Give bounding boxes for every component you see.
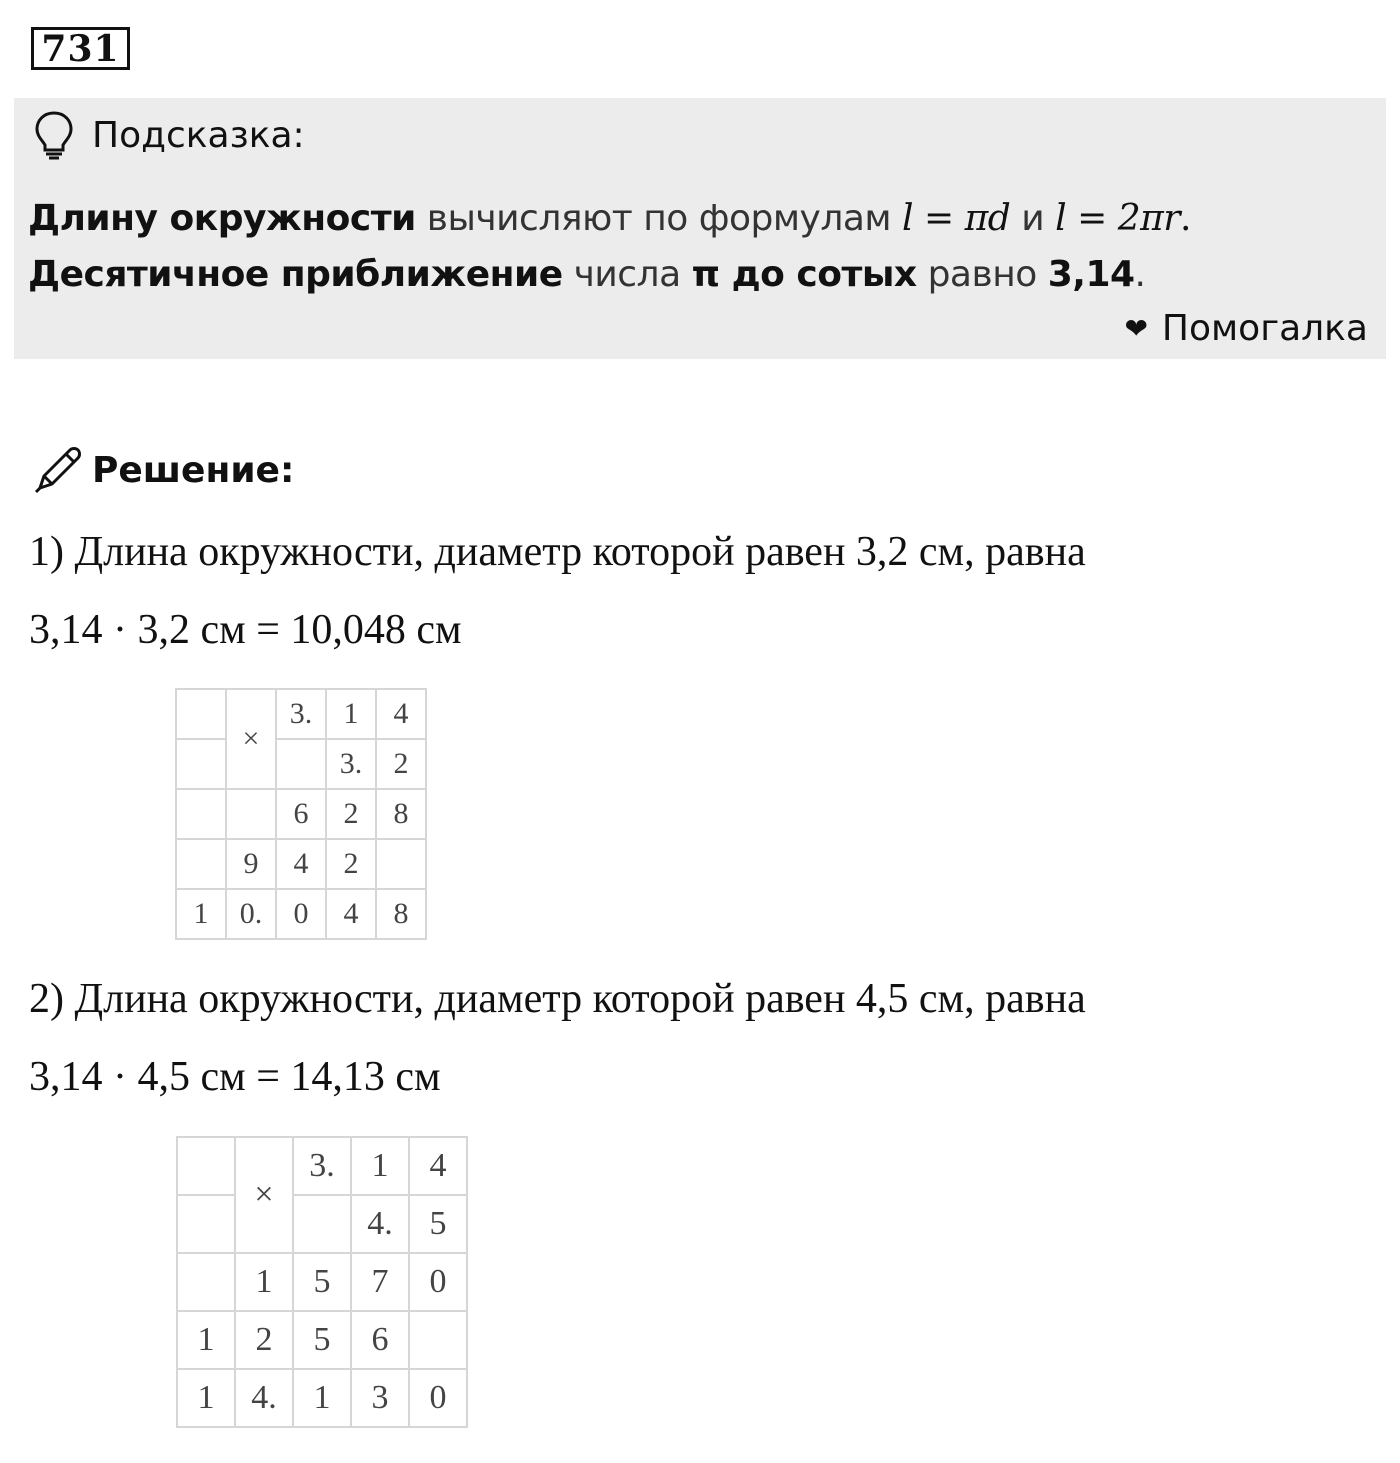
solution-header: [32, 444, 294, 496]
table-cell: 3.: [293, 1137, 351, 1195]
table-row: [177, 1369, 467, 1427]
table-row: [177, 1311, 467, 1369]
multiplication-table-1: [175, 688, 427, 940]
hint-text: вычисляют по формулам: [415, 198, 903, 239]
heart-icon: ❤: [1124, 312, 1148, 345]
table-cell: [276, 739, 326, 789]
table-cell: 5: [409, 1195, 467, 1253]
table-cell: 6: [276, 789, 326, 839]
hint-bold-circumference: Длину окружности: [28, 198, 416, 239]
table-cell: [226, 789, 276, 839]
lightbulb-icon: [34, 110, 74, 160]
equals-sign: =: [1066, 198, 1118, 239]
table-cell: 3: [351, 1369, 409, 1427]
pencil-icon: [32, 444, 84, 496]
table-row: [176, 689, 426, 739]
calc-2-text: 3,14 · 4,5 см = 14,13 см: [29, 1054, 441, 1100]
credit-label: Помогалка: [1161, 308, 1368, 349]
table-cell: [177, 1253, 235, 1311]
hint-conj: и: [1010, 198, 1056, 239]
table-cell: 5: [293, 1253, 351, 1311]
table-cell: 1: [235, 1253, 293, 1311]
formula-1-lhs: l: [902, 198, 914, 239]
table-cell: 2: [326, 789, 376, 839]
hint-period: .: [1179, 198, 1191, 239]
table-cell: 0: [276, 889, 326, 939]
multiplication-table-2: [176, 1136, 468, 1428]
table-row: [177, 1253, 467, 1311]
hint-panel: [14, 98, 1386, 359]
hint-line-1: [28, 198, 1191, 239]
table-cell: 1: [177, 1311, 235, 1369]
table-cell: [376, 839, 426, 889]
hint-bold-pi: π до сотых: [691, 254, 917, 295]
calc-1-text: 3,14 · 3,2 см = 10,048 см: [29, 607, 462, 653]
table-cell: 8: [376, 789, 426, 839]
credit: [1124, 308, 1368, 349]
table-row: [176, 839, 426, 889]
table-cell: [176, 839, 226, 889]
table-cell: 3.: [326, 739, 376, 789]
table-row: [176, 889, 426, 939]
table-cell: 8: [376, 889, 426, 939]
table-row: [177, 1137, 467, 1195]
table-cell: [176, 789, 226, 839]
table-cell: 0: [409, 1369, 467, 1427]
step-2-text: 2) Длина окружности, диаметр которой равен 4,5 см, равна: [29, 976, 1086, 1022]
solution-title: Решение:: [92, 449, 295, 491]
table-cell: 0.: [226, 889, 276, 939]
hint-text: равно: [916, 254, 1048, 295]
table-cell: 4: [326, 889, 376, 939]
table-cell: 4: [276, 839, 326, 889]
table-cell: 2: [376, 739, 426, 789]
formula-2-lhs: l: [1055, 198, 1067, 239]
table-cell: 4: [376, 689, 426, 739]
table-cell: 0: [409, 1253, 467, 1311]
table-cell: 1: [351, 1137, 409, 1195]
table-cell: 4.: [351, 1195, 409, 1253]
formula-1-rhs: πd: [964, 198, 1011, 239]
hint-period: .: [1134, 254, 1146, 295]
equals-sign: =: [913, 198, 965, 239]
table-cell: 1: [176, 889, 226, 939]
table-cell: 2: [235, 1311, 293, 1369]
hint-title: Подсказка:: [92, 114, 305, 156]
table-row: [177, 1195, 467, 1253]
table-cell: [177, 1195, 235, 1253]
table-cell: 9: [226, 839, 276, 889]
table-cell: [293, 1195, 351, 1253]
table-row: [176, 789, 426, 839]
table-cell: ×: [226, 689, 276, 789]
formula-2-rhs: 2πr: [1117, 198, 1180, 239]
table-cell: 6: [351, 1311, 409, 1369]
table-cell: 1: [293, 1369, 351, 1427]
table-cell: ×: [235, 1137, 293, 1253]
hint-bold-decimal: Десятичное приближение: [28, 254, 563, 295]
hint-bold-value: 3,14: [1047, 254, 1135, 295]
table-cell: [177, 1137, 235, 1195]
table-cell: 5: [293, 1311, 351, 1369]
table-cell: 1: [326, 689, 376, 739]
task-number: 731: [31, 27, 130, 70]
table-row: [176, 739, 426, 789]
table-cell: [176, 739, 226, 789]
table-cell: 4.: [235, 1369, 293, 1427]
step-1-text: 1) Длина окружности, диаметр которой равен 3,2 см, равна: [29, 529, 1086, 575]
table-cell: 4: [409, 1137, 467, 1195]
table-cell: 3.: [276, 689, 326, 739]
table-cell: [409, 1311, 467, 1369]
table-cell: 7: [351, 1253, 409, 1311]
table-cell: 1: [177, 1369, 235, 1427]
hint-header: [34, 110, 305, 160]
table-cell: [176, 689, 226, 739]
table-cell: 2: [326, 839, 376, 889]
hint-text: числа: [562, 254, 692, 295]
hint-line-2: [28, 254, 1146, 295]
